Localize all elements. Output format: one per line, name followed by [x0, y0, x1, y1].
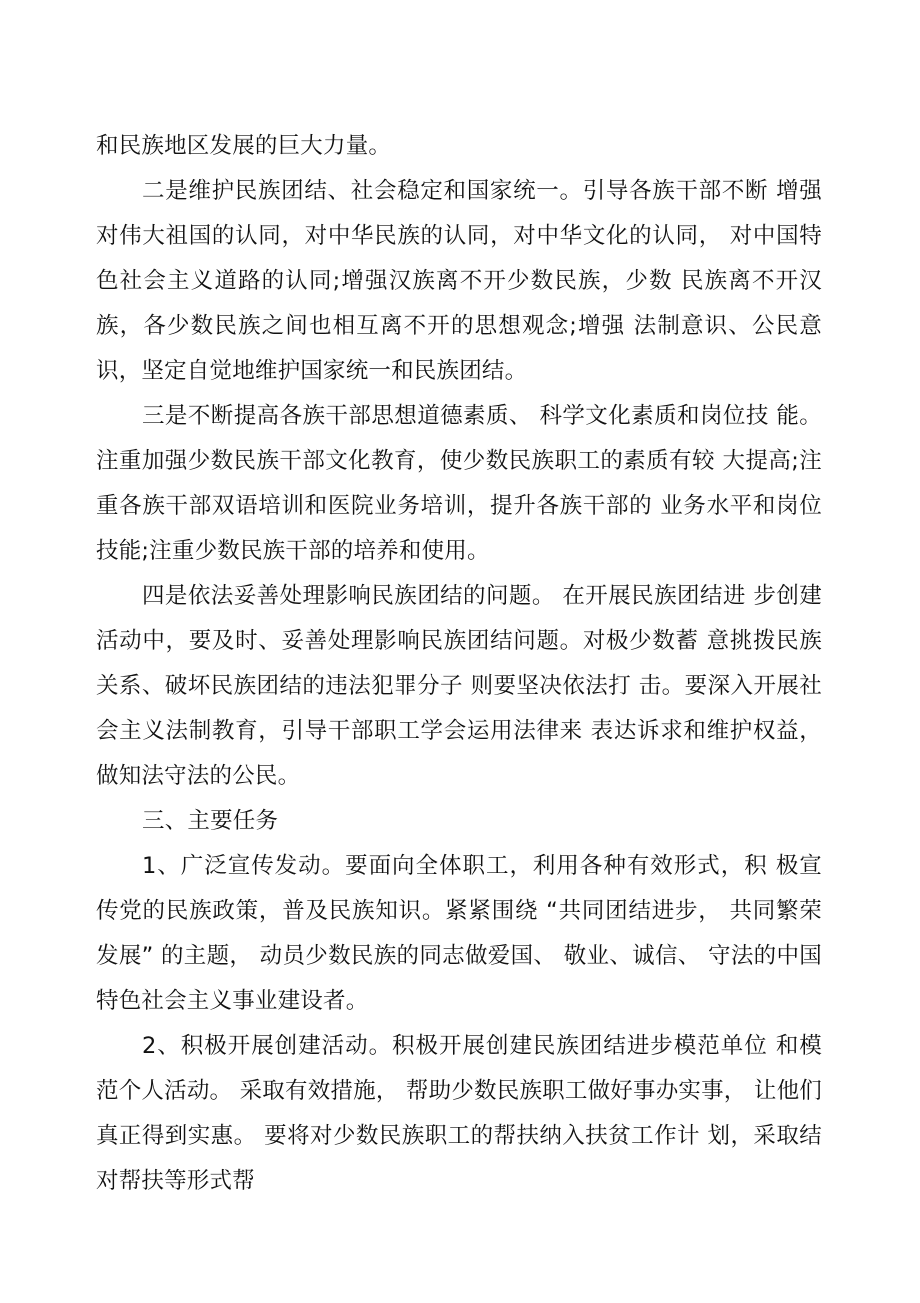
document-page: [96, 124, 822, 1204]
paragraph-point-two: 二是维护民族团结、社会稳定和国家统一。引导各族干部不断 增强对伟大祖国的认同，对中华民族的认同，对中华文化的认同， 对中国特色社会主义道路的认同;增强汉族离不开少数民族，少数 民族离不开汉族，各少数民族之间也相互离不开的思想观念;增强 法制意识、公民意识，坚定自觉地维护国家统一和民族团结。: [96, 178, 822, 384]
paragraph-continuation: 和民族地区发展的巨大力量。: [96, 133, 392, 159]
section-heading-main-tasks: 三、主要任务: [142, 808, 279, 834]
paragraph-point-four: 四是依法妥善处理影响民族团结的问题。 在开展民族团结进 步创建活动中，要及时、妥善处理影响民族团结问题。对极少数蓄 意挑拨民族关系、破坏民族团结的违法犯罪分子 则要坚决依法打 击。要深入开展社会主义法制教育，引导干部职工学会运用法律来 表达诉求和维护权益，做知法守法的公民。: [96, 583, 822, 789]
paragraph-point-three: 三是不断提高各族干部思想道德素质、 科学文化素质和岗位技 能。注重加强少数民族干部文化教育，使少数民族职工的素质有较 大提高;注重各族干部双语培训和医院业务培训，提升各族干部的 业务水平和岗位技能;注重少数民族干部的培养和使用。: [96, 403, 822, 564]
paragraph-task-one: 1、广泛宣传发动。要面向全体职工，利用各种有效形式，积 极宣传党的民族政策，普及民族知识。紧紧围绕 “共同团结进步， 共同繁荣发展” 的主题， 动员少数民族的同志做爱国、 敬业、诚信、 守法的中国特色社会主义事业建设者。: [96, 853, 822, 1014]
paragraph-task-two: 2、积极开展创建活动。积极开展创建民族团结进步模范单位 和模范个人活动。 采取有效措施， 帮助少数民族职工做好事办实事， 让他们真正得到实惠。 要将对少数民族职工的帮扶纳入扶贫工作计 划，采取结对帮扶等形式帮: [96, 1033, 822, 1194]
